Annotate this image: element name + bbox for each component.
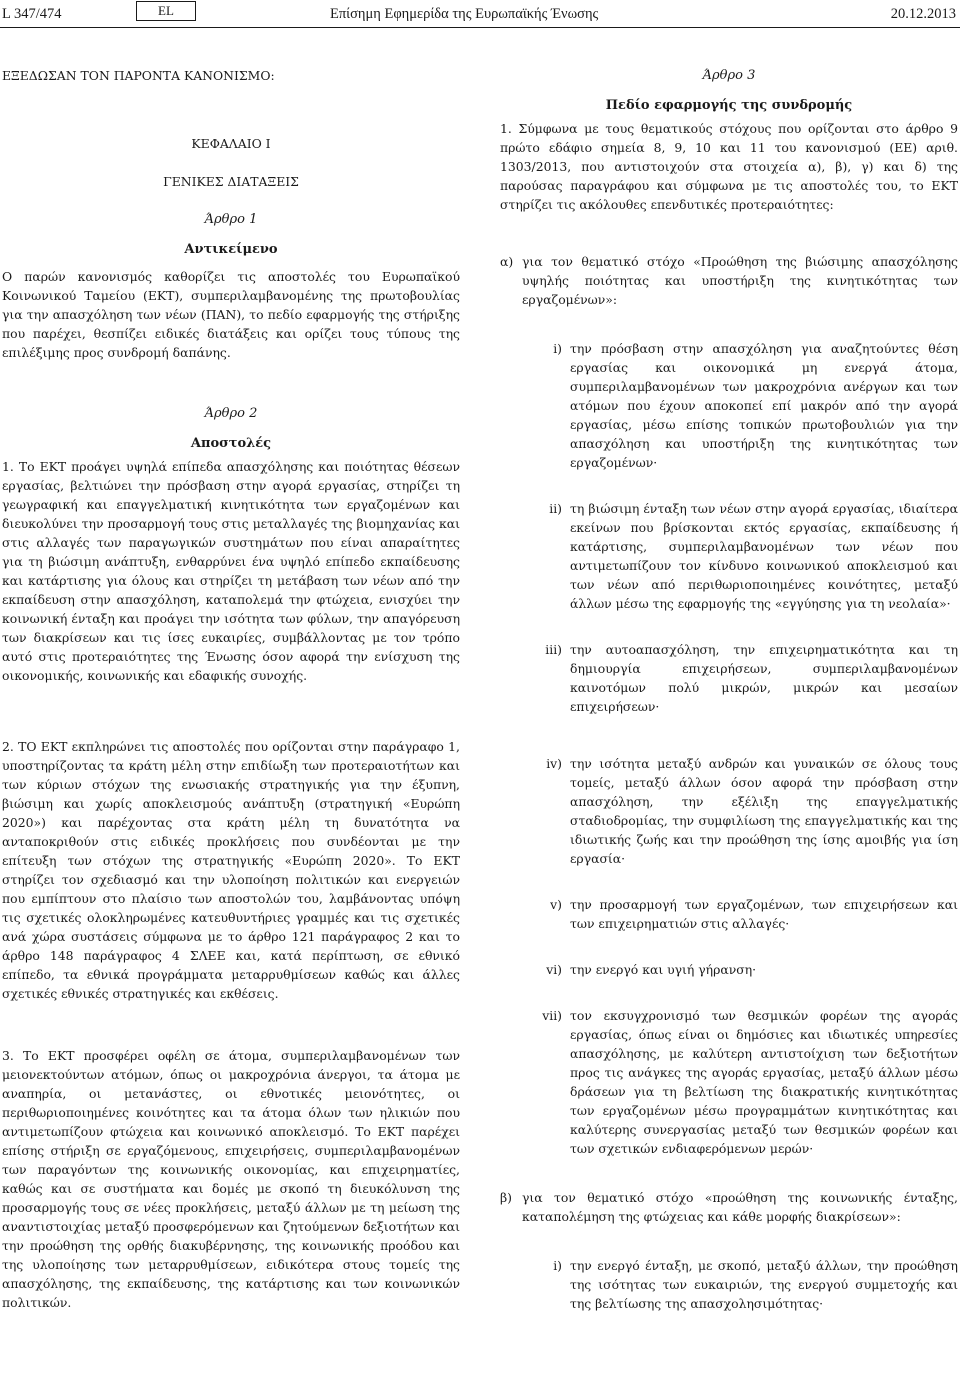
right-column xyxy=(500,66,958,1313)
list-item xyxy=(520,499,958,613)
header-rule xyxy=(0,27,960,28)
sub-label: iii) xyxy=(545,642,562,657)
list-item xyxy=(520,339,958,472)
sublist-a-part1 xyxy=(500,339,958,716)
list-item xyxy=(520,895,958,933)
sub-label: v) xyxy=(550,897,562,912)
sublist-b xyxy=(500,1256,958,1313)
chapter-number: ΚΕΦΑΛΑΙΟ I xyxy=(191,136,271,151)
article-2-number: Άρθρο 2 xyxy=(204,406,258,421)
article-3-number: Άρθρο 3 xyxy=(702,68,756,83)
sub-label: vi) xyxy=(546,962,562,977)
list-label: β) xyxy=(500,1190,512,1205)
article-1-title: Αντικείμενο xyxy=(184,242,278,257)
sub-text: την πρόσβαση στην απασχόληση για αναζητούντες θέση εργασίας και οικονομικά μη ενεργά άτομα, συμπεριλαμβανομένων των μακροχρόνια ανέργων και των ατόμων που έχουν αποκοπεί επί μακρόν από την αγορά εργασίας, μέσω επίσης τοπικών πρωτοβουλιών για την απασχόληση και υποστήριξη της κινητικότητας των εργαζομένων· xyxy=(570,341,958,470)
article-2-paragraph-2: 2. ΤΟ ΕΚΤ εκπληρώνει τις αποστολές που ορίζονται στην παράγραφο 1, υποστηρίζοντας τα κράτη μέλη στην επιδίωξη των προτεραιοτήτων και των κύριων στόχων της ενωσιακής στρατηγικής για την έξυπνη, βιώσιμη και χωρίς αποκλεισμούς ανάπτυξη (στρατηγική «Ευρώπη 2020») και παρέχοντας στα κράτη μέλη τη δυνατότητα να ανταποκριθούν στις ειδικές προκλήσεις που συνδέονται με την επίτευξη των στόχων της στρατηγικής «Ευρώπη 2020». Το ΕΚΤ στηρίζει τον σχεδιασμό και την υλοποίηση πολιτικών και ενεργειών που εμπίπτουν στο πλαίσιο των αποστολών του, λαμβάνοντας υπόψη τις σχετικές ολοκληρωμένες κατευθυντήριες γραμμές και τις σχετικές ανά χώρα συστάσεις σύμφωνα με το άρθρο 121 παράγραφος 2 και το άρθρο 148 παράγραφος 4 ΣΛΕΕ και, κατά περίπτωση, σε εθνικό επίπεδο, τα εθνικά προγράμματα μεταρρυθμίσεων καθώς και άλλες σχετικές εθνικές στρατηγικές και εκθέσεις. xyxy=(2,739,460,1001)
list-item xyxy=(520,1256,958,1313)
left-column xyxy=(2,66,460,1312)
page-number: L 347/474 xyxy=(2,6,62,22)
sub-text: την ενεργό και υγιή γήρανση· xyxy=(570,962,757,977)
list-item-b xyxy=(500,1188,958,1226)
list-item xyxy=(520,960,958,979)
article-1-number: Άρθρο 1 xyxy=(204,212,258,227)
list-text: για τον θεματικό στόχο «Προώθηση της βιώσιμης απασχόλησης υψηλής ποιότητας και υποστήριξη της κινητικότητας των εργαζομένων»: xyxy=(522,254,958,307)
page-header xyxy=(0,0,960,30)
sub-label: ii) xyxy=(549,501,562,516)
article-2-paragraph-3: 3. Το ΕΚΤ προσφέρει οφέλη σε άτομα, συμπεριλαμβανομένων των μειονεκτούντων ατόμων, όπως οι μακροχρόνια άνεργοι, τα άτομα με αναπηρία, οι μετανάστες, οι εθνοτικές μειονότητες, οι περιθωριοποιημένες κοινότητες και τα άτομα όλων των ηλικιών που αντιμετωπίζουν φτώχεια και κοινωνικό αποκλεισμό. Το ΕΚΤ παρέχει επίσης στήριξη σε εργαζόμενους, επιχειρήσεις, συμπεριλαμβανομένων των παραγόντων της κοινωνικής οικονομίας, και επιχειρηματίες, καθώς και σε συστήματα και δομές με σκοπό τη διευκόλυνση της προσαρμογής τους σε νέες προκλήσεις, μεταξύ άλλων με τη μείωση της αναντιστοιχίας μεταξύ προσφερόμενων και ζητούμενων δεξιοτήτων και την προώθηση της ορθής διακυβέρνησης, της κοινωνικής προόδου και της υλοποίησης των μεταρρυθμίσεων, ειδικότερα στους τομείς της απασχόλησης, της εκπαίδευσης, της κατάρτισης και των κοινωνικών πολιτικών. xyxy=(2,1048,460,1310)
sub-text: τον εκσυγχρονισμό των θεσμικών φορέων της αγοράς εργασίας, όπως είναι οι δημόσιες και ιδιωτικές υπηρεσίες απασχόλησης, με καλύτερη αντιστοίχιση των δεξιοτήτων προς τις ανάγκες της αγοράς εργασίας, μεταξύ άλλων μέσω δράσεων για τη βελτίωση της διακρατικής κινητικότητας των εργαζομένων μέσω προγραμμάτων κινητικότητας και καλύτερης συνεργασίας μεταξύ των θεσμικών φορέων και των σχετικών ενδιαφερόμενων μερών· xyxy=(570,1008,958,1156)
sub-label: vii) xyxy=(542,1008,562,1023)
list-text: για τον θεματικό στόχο «προώθηση της κοινωνικής ένταξης, καταπολέμηση της φτώχειας και κάθε μορφής διακρίσεων»: xyxy=(522,1190,958,1224)
list-item xyxy=(520,754,958,868)
language-badge: EL xyxy=(136,1,196,21)
list-item xyxy=(520,640,958,716)
list-item-a xyxy=(500,252,958,309)
article-3-title: Πεδίο εφαρμογής της συνδρομής xyxy=(605,98,853,113)
sub-text: την ισότητα μεταξύ ανδρών και γυναικών σε όλους τους τομείς, μεταξύ άλλων όσον αφορά την πρόσβαση στην απασχόληση, την εξέλιξη της επαγγελματικής σταδιοδρομίας, την συμφιλίωση της επαγγελματικής και της ιδιωτικής ζωής και την προώθηση της ίσης αμοιβής για ίση εργασία· xyxy=(570,756,958,866)
chapter-title: ΓΕΝΙΚΕΣ ΔΙΑΤΑΞΕΙΣ xyxy=(163,174,299,189)
sub-label: i) xyxy=(553,341,562,356)
sub-text: την ενεργό ένταξη, με σκοπό, μεταξύ άλλων, την προώθηση της ισότητας των ευκαιριών, της ενεργού συμμετοχής και της βελτίωσης της απασχολησιμότητας· xyxy=(570,1258,958,1311)
article-1-text: Ο παρών κανονισμός καθορίζει τις αποστολές του Ευρωπαϊκού Κοινωνικού Ταμείου (ΕΚΤ), συμπεριλαμβανομένης της πρωτοβουλίας για την απασχόληση των νέων (ΠΑΝ), το πεδίο εφαρμογής της στήριξης που παρέχει, θεσπίζει ειδικές διατάξεις και ορίζει τους τύπους της επιλέξιμης προς συνδρομή δαπάνης. xyxy=(2,269,460,360)
sub-label: i) xyxy=(553,1258,562,1273)
list-label: α) xyxy=(500,254,514,269)
sublist-a-part2 xyxy=(500,754,958,1158)
sub-text: την προσαρμογή των εργαζομένων, των επιχειρήσεων και των επιχειρηματιών στις αλλαγές· xyxy=(570,897,958,931)
list-item xyxy=(520,1006,958,1158)
sub-label: iv) xyxy=(546,756,562,771)
publication-date: 20.12.2013 xyxy=(890,6,956,22)
sub-text: την αυτοαπασχόληση, την επιχειρηματικότητα και τη δημιουργία επιχειρήσεων, συμπεριλαμβανομένων καινοτόμων πολύ μικρών, μικρών και μεσαίων επιχειρήσεων· xyxy=(570,642,958,714)
journal-title: Επίσημη Εφημερίδα της Ευρωπαϊκής Ένωσης xyxy=(330,6,599,22)
article-2-title: Αποστολές xyxy=(190,436,272,451)
enacting-formula: ΕΞΕΔΩΣΑΝ ΤΟΝ ΠΑΡΟΝΤΑ ΚΑΝΟΝΙΣΜΟ: xyxy=(2,68,275,83)
article-3-paragraph-1: 1. Σύμφωνα με τους θεματικούς στόχους που ορίζονται στο άρθρο 9 πρώτο εδάφιο σημεία 8, 9, 10 και 11 του κανονισμού (ΕΕ) αριθ. 1303/2013, που αντιστοιχούν στα στοιχεία α), β), γ) και δ) της παρούσας παραγράφου και σύμφωνα με τις αποστολές του, το ΕΚΤ στηρίζει τις ακόλουθες επενδυτικές προτεραιότητες: xyxy=(500,121,958,212)
article-2-paragraph-1: 1. Το ΕΚΤ προάγει υψηλά επίπεδα απασχόλησης και ποιότητας θέσεων εργασίας, βελτιώνει την πρόσβαση στην αγορά εργασίας, στηρίζει τη γεωγραφική και επαγγελματική κινητικότητα των εργαζομένων και διευκολύνει την προσαρμογή τους στις μεταλλαγές της βιομηχανίας και στις αλλαγές των παραγωγικών συστημάτων που είναι απαραίτητες για τη βιώσιμη ανάπτυξη, ενθαρρύνει ένα υψηλό επίπεδο εκπαίδευσης και κατάρτισης για όλους και στηρίζει τη μετάβαση των νέων από την εκπαίδευση στην απασχόληση, καταπολεμά την φτώχεια, ενισχύει την κοινωνική ένταξη και προάγει την ισότητα των φύλων, την απαγόρευση των διακρίσεων και τις ίσες ευκαιρίες, συμβάλλοντας με τον τρόπο αυτό στις προτεραιότητες της Ένωσης όσον αφορά την ενίσχυση της οικονομικής, κοινωνικής και εδαφικής συνοχής. xyxy=(2,459,460,683)
sub-text: τη βιώσιμη ένταξη των νέων στην αγορά εργασίας, ιδιαίτερα εκείνων που βρίσκονται εκτός εργασίας, εκπαίδευσης ή κατάρτισης, συμπεριλαμβανομένων των νέων που αντιμετωπίζουν τον κίνδυνο κοινωνικού αποκλεισμού και των νέων από περιθωριοποιημένες κοινότητες, μεταξύ άλλων μέσω της εφαρμογής της «εγγύησης για τη νεολαία»· xyxy=(570,501,958,611)
